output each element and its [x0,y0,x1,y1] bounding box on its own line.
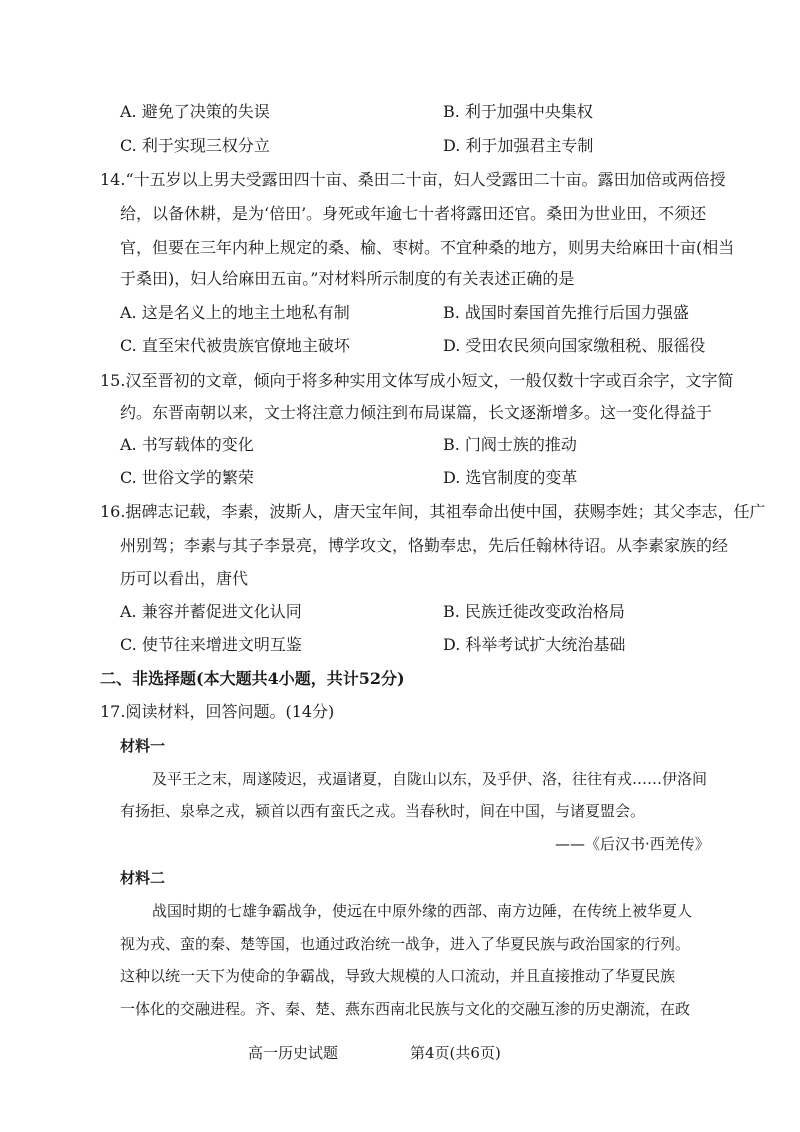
material-1-line-2: 有扬拒、泉皋之戎，颍首以西有蛮氏之戎。当春秋时，间在中国，与诸夏盟会。 [120,802,646,820]
material-1-source: ——《后汉书·西羌传》 [555,835,710,853]
q16-stem-line-2: 州别驾；李素与其子李景亮，博学攻文，恪勤奉忠，先后任翰林待诏。从李素家族的经 [120,536,729,555]
q14-stem-line-4: 于桑田)，妇人给麻田五亩。”对材料所示制度的有关表述正确的是 [120,269,575,288]
q15-option-c: C. 世俗文学的繁荣 [120,468,254,487]
footer-subject: 高一历史试题 [248,1044,339,1062]
q15-option-d: D. 选官制度的变革 [443,468,578,487]
q16-option-c: C. 使节往来增进文明互鉴 [120,635,302,654]
q14-option-b: B. 战国时秦国首先推行后国力强盛 [443,303,689,322]
material-2-line-4: 一体化的交融进程。齐、秦、楚、燕东西南北民族与文化的交融互渗的历史潮流，在政 [120,1000,691,1018]
q14-stem-line-1: 14.“十五岁以上男夫受露田四十亩、桑田二十亩，妇人受露田二十亩。露田加倍或两倍授 [100,170,726,189]
q14-option-d: D. 受田农民须向国家缴租税、服徭役 [443,336,706,355]
q14-stem-line-3: 官，但要在三年内种上规定的桑、榆、枣树。不宜种桑的地方，则男夫给麻田十亩(相当 [120,238,735,257]
q14-stem-line-2: 给，以备休耕，是为‘倍田’。身死或年逾七十者将露田还官。桑田为世业田，不须还 [120,204,707,223]
q16-option-d: D. 科举考试扩大统治基础 [443,635,626,654]
q15-option-b: B. 门阀士族的推动 [443,435,577,454]
q13-option-c: C. 利于实现三权分立 [120,136,270,155]
q16-option-b: B. 民族迁徙改变政治格局 [443,602,625,621]
q14-option-c: C. 直至宋代被贵族官僚地主破坏 [120,336,350,355]
section-heading-non-choice: 二、非选择题(本大题共4小题，共计52分) [100,669,405,688]
material-1-title: 材料一 [120,737,166,755]
footer-page-number: 第4页(共6页) [410,1044,501,1062]
q16-stem-line-1: 16.据碑志记载，李素，波斯人，唐天宝年间，其祖奉命出使中国，获赐李姓；其父李志，任广 [100,502,766,521]
material-2-line-3: 这种以统一天下为使命的争霸战，导致大规模的人口流动，并且直接推动了华夏民族 [120,967,676,985]
q14-option-a: A. 这是名义上的地主土地私有制 [120,303,350,322]
q16-option-a: A. 兼容并蓄促进文化认同 [120,602,302,621]
q13-option-a: A. 避免了决策的失误 [120,102,270,121]
q15-stem-line-2: 约。东晋南朝以来，文士将注意力倾注到布局谋篇，长文逐渐增多。这一变化得益于 [120,403,713,422]
q15-option-a: A. 书写载体的变化 [120,435,254,454]
q16-stem-line-3: 历可以看出，唐代 [120,569,249,588]
q15-stem-line-1: 15.汉至晋初的文章，倾向于将多种实用文体写成小短文，一般仅数十字或百余字，文字简 [100,371,734,390]
material-2-title: 材料二 [120,869,166,887]
q13-option-b: B. 利于加强中央集权 [443,102,593,121]
material-2-line-2: 视为戎、蛮的秦、楚等国，也通过政治统一战争，进入了华夏民族与政治国家的行列。 [120,935,691,953]
material-1-line-1: 及平王之末，周遂陵迟，戎逼诸夏，自陇山以东，及乎伊、洛，往往有戎……伊洛间 [152,770,708,788]
material-2-line-1: 战国时期的七雄争霸战争，使远在中原外缘的西部、南方边陲，在传统上被华夏人 [152,902,693,920]
q13-option-d: D. 利于加强君主专制 [443,136,594,155]
q17-stem: 17.阅读材料，回答问题。(14分) [100,702,335,721]
